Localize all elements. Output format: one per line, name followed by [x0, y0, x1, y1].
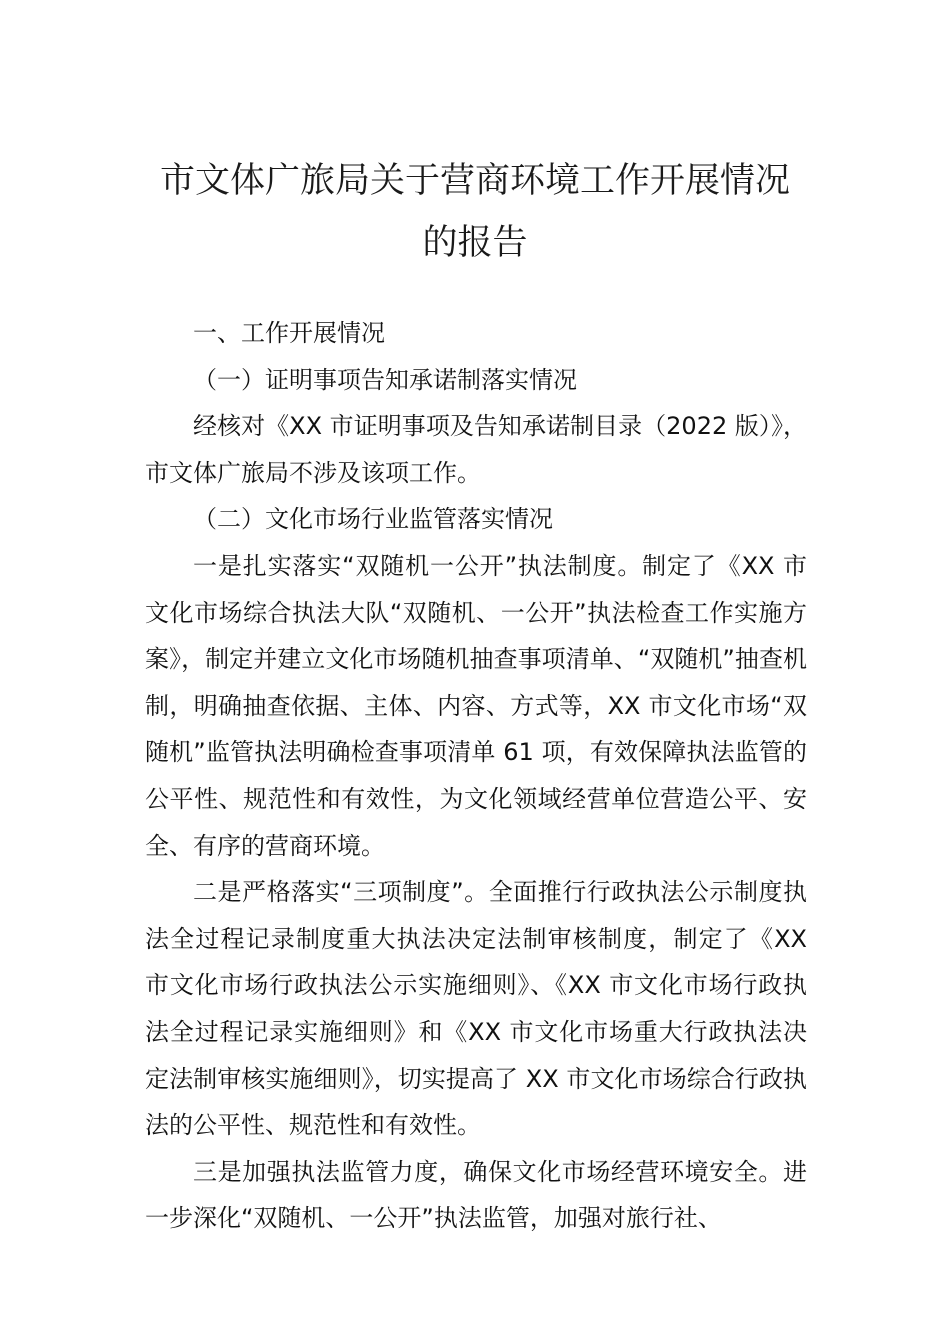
- subsection-body-certification: 经核对《XX 市证明事项及告知承诺制目录（2022 版）》，市文体广旅局不涉及该项工作。: [145, 412, 807, 487]
- section-heading-work-progress: 一、工作开展情况: [193, 319, 385, 347]
- document-title-line-2: 的报告: [422, 223, 528, 263]
- paragraph-double-random: 一是扎实落实“双随机一公开”执法制度。制定了《XX 市文化市场综合执法大队“双随机、一公开”执法检查工作实施方案》，制定并建立文化市场随机抽查事项清单、“双随机”抽查机制，明确抽查依据、主体、内容、方式等，XX 市文化市场“双随机”监管执法明确检查事项清单 61 项，有效保障执法监管的公平性、规范性和有效性，为文化领域经营单位营造公平、安全、有序的营商环境。: [145, 551, 807, 860]
- paragraph-enforcement: 三是加强执法监管力度，确保文化市场经营环境安全。进一步深化“双随机、一公开”执法监管，加强对旅行社、: [145, 1157, 807, 1233]
- document-body: [145, 310, 807, 1242]
- subsection-heading-market-supervision: （二）文化市场行业监管落实情况: [193, 505, 553, 534]
- paragraph-three-systems: 二是严格落实“三项制度”。全面推行行政执法公示制度执法全过程记录制度重大执法决定法制审核制度，制定了《XX 市文化市场行政执法公示实施细则》、《XX 市文化市场行政执法全过程记录实施细则》和《XX 市文化市场重大行政执法决定法制审核实施细则》，切实提高了 XX 市文化市场综合行政执法的公平性、规范性和有效性。: [145, 878, 807, 1140]
- subsection-heading-certification: （一）证明事项告知承诺制落实情况: [193, 365, 577, 394]
- document-title-line-1: 市文体广旅局关于营商环境工作开展情况: [159, 161, 790, 201]
